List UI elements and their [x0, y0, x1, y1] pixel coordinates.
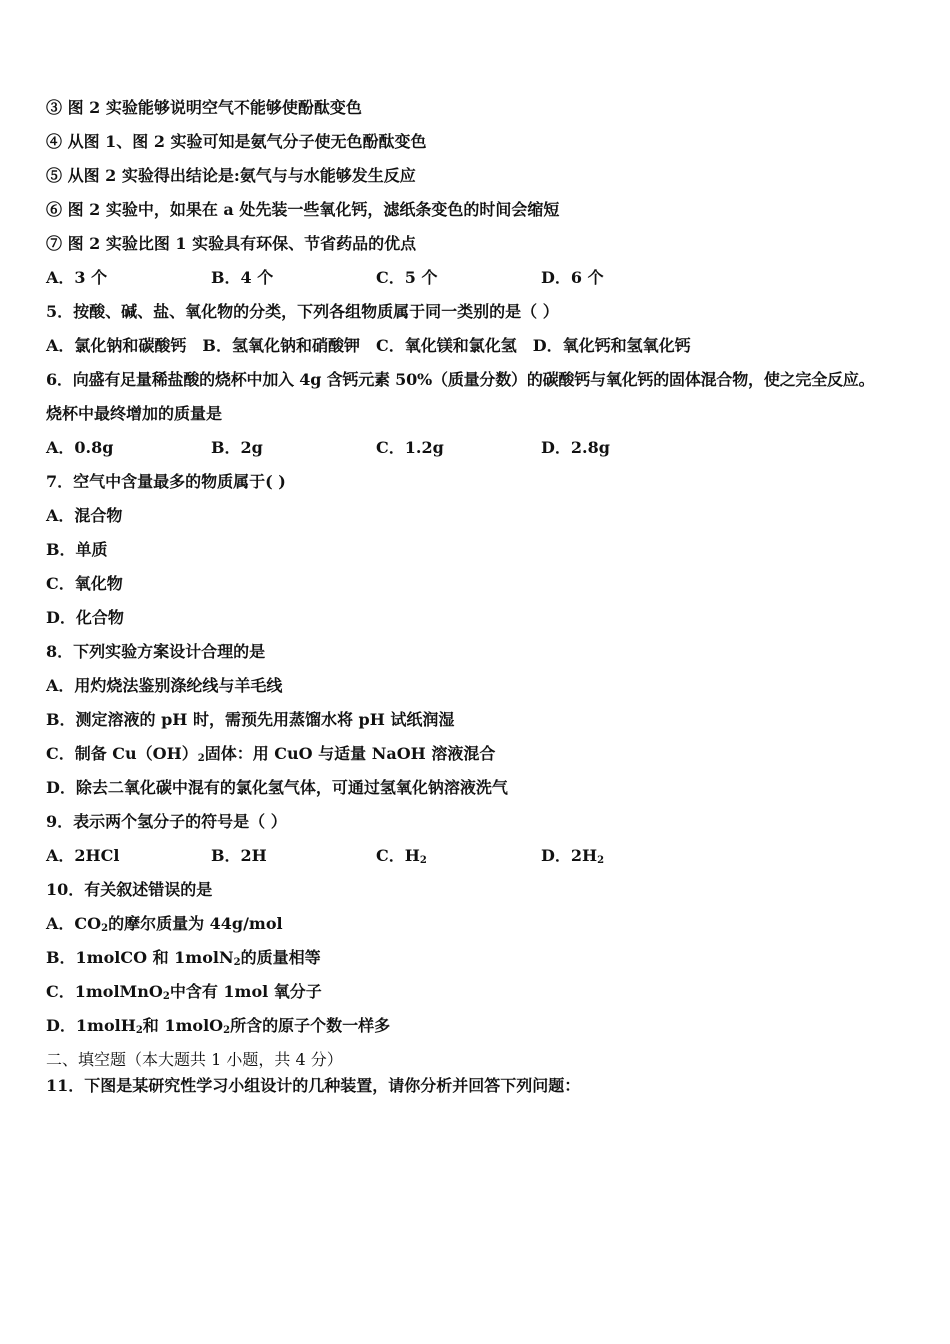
q7-option-d: D．化合物	[46, 608, 124, 627]
q9-option-d-pre: D．2H	[541, 846, 598, 865]
q10-option-d	[46, 1016, 916, 1036]
q5-options	[46, 336, 916, 356]
q10-option-d-mid: 和 1molO	[142, 1016, 224, 1035]
q10-stem: 10．有关叙述错误的是	[46, 880, 213, 899]
q10-option-d-post: 所含的原子个数一样多	[230, 1016, 391, 1035]
q8-option-d: D．除去二氧化碳中混有的氯化氢气体，可通过氢氧化钠溶液洗气	[46, 778, 508, 797]
q9-stem: 9．表示两个氢分子的符号是（ ）	[46, 812, 287, 831]
q8-option-c	[46, 744, 916, 764]
q4-option-a: A．3 个	[46, 268, 108, 287]
q5-option-a: A．氯化钠和碳酸钙	[46, 336, 187, 355]
q10-option-b	[46, 948, 916, 968]
q7-stem: 7．空气中含量最多的物质属于( )	[46, 472, 286, 491]
q8-stem: 8．下列实验方案设计合理的是	[46, 642, 266, 661]
q7-option-a: A．混合物	[46, 506, 123, 525]
q10-option-d-sub2: 2	[223, 1025, 231, 1036]
q9-option-c	[376, 846, 541, 866]
q6-stem-tail: 烧杯中最终增加的质量是	[46, 404, 223, 423]
q6-stem: 6．向盛有足量稀盐酸的烧杯中加入 4g 含钙元素 50%（质量分数）的碳酸钙与氧化钙的固体混合物，使之完全反应。	[46, 370, 875, 389]
section-2-heading: 二、填空题（本大题共 1 小题，共 4 分）	[46, 1050, 343, 1069]
q4-option-d: D．6 个	[541, 268, 604, 287]
q10-option-b-sub: 2	[233, 957, 241, 968]
q9-option-d-sub: 2	[597, 855, 605, 866]
q8-option-c-sub: 2	[197, 753, 205, 764]
q10-option-b-post: 的质量相等	[240, 948, 321, 967]
q4-options	[46, 268, 916, 288]
q10-option-b-pre: B．1molCO 和 1molN	[46, 948, 234, 967]
q11-stem: 11．下图是某研究性学习小组设计的几种装置，请你分析并回答下列问题：	[46, 1076, 581, 1095]
q9-option-c-pre: C．H	[376, 846, 420, 865]
q10-option-a-post: 的摩尔质量为 44g/mol	[108, 914, 283, 933]
q10-option-a-sub: 2	[101, 923, 109, 934]
q10-option-c-sub: 2	[162, 991, 170, 1002]
q10-option-a	[46, 914, 916, 934]
statement-7: ⑦ 图 2 实验比图 1 实验具有环保、节省药品的优点	[46, 234, 417, 253]
q9-option-c-sub: 2	[419, 855, 427, 866]
q7-option-b: B．单质	[46, 540, 108, 559]
q8-option-a: A．用灼烧法鉴别涤纶线与羊毛线	[46, 676, 283, 695]
q10-option-d-sub1: 2	[135, 1025, 143, 1036]
q10-option-c-post: 中含有 1mol 氧分子	[169, 982, 322, 1001]
q6-option-a: A．0.8g	[46, 438, 114, 457]
statement-6: ⑥ 图 2 实验中，如果在 a 处先装一些氧化钙，滤纸条变色的时间会缩短	[46, 200, 560, 219]
q10-option-c-pre: C．1molMnO	[46, 982, 163, 1001]
statement-5: ⑤ 从图 2 实验得出结论是:氨气与与水能够发生反应	[46, 166, 416, 185]
q4-option-c: C．5 个	[376, 268, 438, 287]
q7-option-c: C．氧化物	[46, 574, 123, 593]
q6-options	[46, 438, 916, 458]
q10-option-d-pre: D．1molH	[46, 1016, 136, 1035]
q9-option-b: B．2H	[211, 846, 267, 865]
q4-option-b: B．4 个	[211, 268, 274, 287]
q6-option-b: B．2g	[211, 438, 263, 457]
q6-option-d: D．2.8g	[541, 438, 610, 457]
q8-option-b: B．测定溶液的 pH 时，需预先用蒸馏水将 pH 试纸润湿	[46, 710, 455, 729]
q10-option-a-pre: A．CO	[46, 914, 102, 933]
q9-option-d	[541, 846, 706, 866]
statement-3: ③ 图 2 实验能够说明空气不能够使酚酞变色	[46, 98, 362, 117]
q6-option-c: C．1.2g	[376, 438, 444, 457]
document-page	[46, 98, 916, 1110]
q5-option-b: B．氢氧化钠和硝酸钾	[202, 336, 360, 355]
q9-option-a: A．2HCl	[46, 846, 120, 865]
q5-option-c: C．氧化镁和氯化氢	[375, 336, 517, 355]
q8-option-c-post: 固体：用 CuO 与适量 NaOH 溶液混合	[204, 744, 496, 763]
q5-option-d: D．氧化钙和氢氧化钙	[532, 336, 691, 355]
statement-4: ④ 从图 1、图 2 实验可知是氨气分子使无色酚酞变色	[46, 132, 427, 151]
q10-option-c	[46, 982, 916, 1002]
q8-option-c-pre: C．制备 Cu（OH）	[46, 744, 198, 763]
q5-stem: 5．按酸、碱、盐、氧化物的分类，下列各组物质属于同一类别的是（ ）	[46, 302, 559, 321]
q9-options	[46, 846, 916, 866]
